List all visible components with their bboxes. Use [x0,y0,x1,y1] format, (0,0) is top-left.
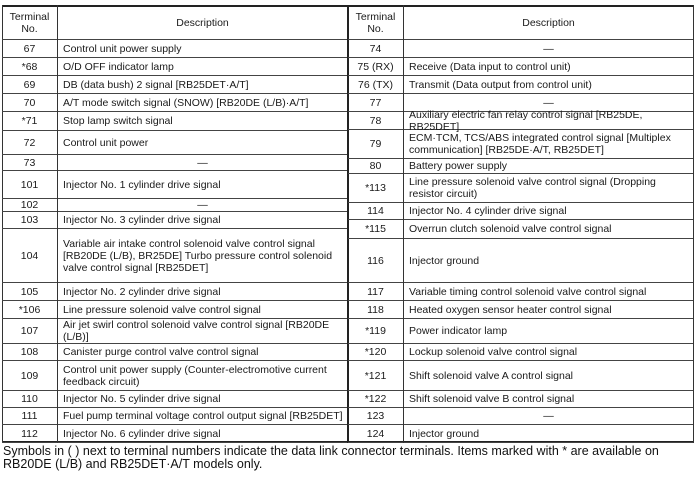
terminal-description-text: Fuel pump terminal voltage control output signal [RB25DET] [63,410,343,422]
terminal-description [404,220,693,239]
terminal-description-text: Receive (Data input to control unit) [409,60,571,73]
terminal-number [348,239,403,283]
terminal-description-text: Injector ground [409,254,480,267]
terminal-description [58,58,347,76]
terminal-number [348,159,403,174]
terminal-number [348,174,403,203]
terminal-number [2,171,57,199]
terminal-description [58,212,347,229]
terminal-description-text: Control unit power supply [63,42,182,55]
terminal-description [58,319,347,344]
terminal-number-text: 117 [367,285,384,298]
empty-description [58,199,347,212]
terminal-number-text: *115 [365,223,386,235]
empty-description-text: — [543,42,554,55]
left-header-description [58,7,347,40]
terminal-number-text: 103 [20,214,39,226]
terminal-description-text: Canister purge control valve control signal [63,346,259,358]
terminal-number [2,229,57,283]
terminal-description [404,319,693,344]
terminal-number [2,361,57,391]
terminal-description-text: Line pressure solenoid valve control signal (Dropping resistor circuit) [409,176,656,200]
terminal-number [2,319,57,344]
terminal-description [58,344,347,361]
terminal-number-text: *68 [21,60,38,73]
right-header-terminal-text: Terminal No. [355,11,396,35]
terminal-number-text: 73 [23,156,36,169]
terminal-number-text: 76 (TX) [357,78,393,91]
empty-description [58,155,347,171]
terminal-description [58,301,347,319]
terminal-description-text: Battery power supply [409,160,508,172]
terminal-description-text: Variable air intake control solenoid valve control signal [RB20DE (L/B), BR25DE] Turbo pressure control solenoid valve control signal [RB25DET] [63,237,333,274]
terminal-number-text: 75 (RX) [357,60,394,73]
terminal-description-text: Shift solenoid valve B control signal [409,393,575,405]
terminal-number-text: 79 [369,138,382,150]
terminal-number-text: 74 [369,42,382,55]
terminal-description [58,76,347,94]
terminal-number [348,40,403,58]
terminal-description-text: Injector No. 2 cylinder drive signal [63,285,221,298]
terminal-description-text: Control unit power [63,136,149,149]
terminal-description [404,301,693,319]
terminal-number [348,94,403,112]
terminal-number-text: 69 [23,78,36,91]
terminal-number-text: 109 [20,369,39,382]
terminal-description [404,283,693,301]
terminal-number [348,391,403,408]
terminal-number-text: 114 [367,205,384,217]
terminal-number [348,130,403,159]
terminal-number-text: 105 [20,285,39,298]
empty-description-text: — [543,410,554,422]
terminal-number [348,344,403,361]
terminal-number [2,112,57,131]
terminal-description [404,76,693,94]
terminal-description [404,203,693,220]
terminal-description-text: Shift solenoid valve A control signal [409,369,574,382]
terminal-number-text: 123 [366,410,385,422]
footnote: Symbols in ( ) next to terminal numbers indicate the data link connector terminals. Items marked with * are available on RB20DE (L/B) and RB25DET·A/T models only. [3,444,659,471]
terminal-description [404,108,693,133]
terminal-number [2,199,57,212]
terminal-number-text: *122 [364,393,387,405]
terminal-number-text: 124 [366,427,385,440]
terminal-number-text: 77 [369,96,382,109]
terminal-description-text: Heated oxygen sensor heater control signal [409,303,612,316]
terminal-number [348,425,403,443]
terminal-number [2,131,57,155]
left-header-terminal [2,7,57,40]
terminal-description [58,361,347,391]
terminal-description [404,425,693,443]
left-header-terminal-text: Terminal No. [9,11,50,35]
empty-description [404,40,693,58]
terminal-number-text: 108 [20,346,39,358]
terminal-description [58,94,347,112]
terminal-description-text: ECM·TCM, TCS/ABS integrated control signal [Multiplex communication] [RB25DE·A/T, RB25DET] [409,132,671,156]
terminal-description-text: Injector No. 4 cylinder drive signal [409,205,567,217]
terminal-description-text: Stop lamp switch signal [63,115,173,127]
terminal-description-text: Injector No. 6 cylinder drive signal [63,427,221,440]
terminal-description [58,131,347,155]
terminal-description [58,40,347,58]
terminal-number [348,220,403,239]
terminal-description [58,408,347,425]
terminal-number [2,76,57,94]
terminal-number [2,155,57,171]
right-header-description-text: Description [522,17,575,29]
terminal-number-text: 101 [20,178,39,191]
terminal-number-text: 67 [23,42,36,55]
terminal-description [404,361,693,391]
terminal-number [348,408,403,425]
terminal-number-text: *113 [365,182,386,194]
terminal-description [404,239,693,283]
terminal-number [348,301,403,319]
empty-description-text: — [197,199,208,211]
terminal-number-text: *119 [365,325,386,337]
terminal-number-text: 107 [20,325,39,337]
terminal-number [2,40,57,58]
terminal-number-text: 118 [367,303,384,316]
table-border-right [693,5,694,443]
terminal-description [58,391,347,408]
right-header-terminal [348,7,403,40]
terminal-description-text: Line pressure solenoid valve control signal [63,303,261,316]
terminal-number-text: *121 [364,369,387,382]
empty-description-text: — [543,96,554,109]
terminal-description-text: O/D OFF indicator lamp [63,60,174,73]
terminal-description [404,159,693,174]
terminal-number-text: 70 [23,96,36,109]
terminal-description-text: Injector ground [409,427,480,440]
terminal-description-text: Overrun clutch solenoid valve control signal [409,223,612,235]
empty-description-text: — [197,156,208,169]
terminal-number-text: 110 [21,393,38,405]
terminal-number-text: 102 [20,199,39,211]
terminal-description [404,344,693,361]
terminal-description [58,112,347,131]
terminal-description-text: Injector No. 1 cylinder drive signal [63,178,221,191]
terminal-description [58,283,347,301]
terminal-description-text: Auxiliary electric fan relay control signal [RB25DE, RB25DET] [409,108,643,133]
terminal-number-text: 78 [369,114,382,127]
terminal-number [348,361,403,391]
terminal-number-text: 72 [23,136,36,149]
terminal-number [348,112,403,130]
terminal-number [2,283,57,301]
terminal-number [2,408,57,425]
terminal-number [348,319,403,344]
terminal-description-text: A/T mode switch signal (SNOW) [RB20DE (L/B)·A/T] [63,96,309,109]
terminal-description-text: Injector No. 5 cylinder drive signal [63,393,221,405]
terminal-description-text: Variable timing control solenoid valve control signal [409,285,647,298]
terminal-description [404,174,693,203]
terminal-description-text: Power indicator lamp [409,325,508,337]
terminal-description [404,130,693,159]
terminal-number [2,391,57,408]
right-header-description [404,7,693,40]
terminal-number [2,344,57,361]
terminal-number-text: *71 [21,115,38,127]
terminal-number [348,283,403,301]
terminal-number [2,301,57,319]
empty-description [404,408,693,425]
terminal-description [58,229,347,283]
terminal-description [58,425,347,443]
terminal-description-text: Control unit power supply (Counter-electromotive current feedback circuit) [63,363,327,388]
terminal-description-text: Lockup solenoid valve control signal [409,346,578,358]
terminal-number-text: *120 [364,346,387,358]
terminal-number [2,425,57,443]
terminal-number-text: 111 [21,410,38,422]
terminal-number-text: 80 [369,160,382,172]
terminal-number-text: 104 [20,249,39,262]
terminal-number [348,76,403,94]
terminal-number [348,58,403,76]
terminal-number [2,58,57,76]
terminal-number-text: 116 [367,254,384,267]
terminal-description [404,58,693,76]
terminal-description [58,171,347,199]
left-header-description-text: Description [176,17,229,29]
terminal-number [2,212,57,229]
terminal-number [2,94,57,112]
terminal-description-text: DB (data bush) 2 signal [RB25DET·A/T] [63,78,249,91]
terminal-description [404,391,693,408]
terminal-description-text: Air jet swirl control solenoid valve control signal [RB20DE (L/B)] [63,319,330,343]
terminal-number [348,203,403,220]
terminal-number-text: *106 [18,303,41,316]
terminal-number-text: 112 [21,427,38,440]
terminal-description-text: Injector No. 3 cylinder drive signal [63,214,221,226]
terminal-description-text: Transmit (Data output from control unit) [409,78,592,91]
